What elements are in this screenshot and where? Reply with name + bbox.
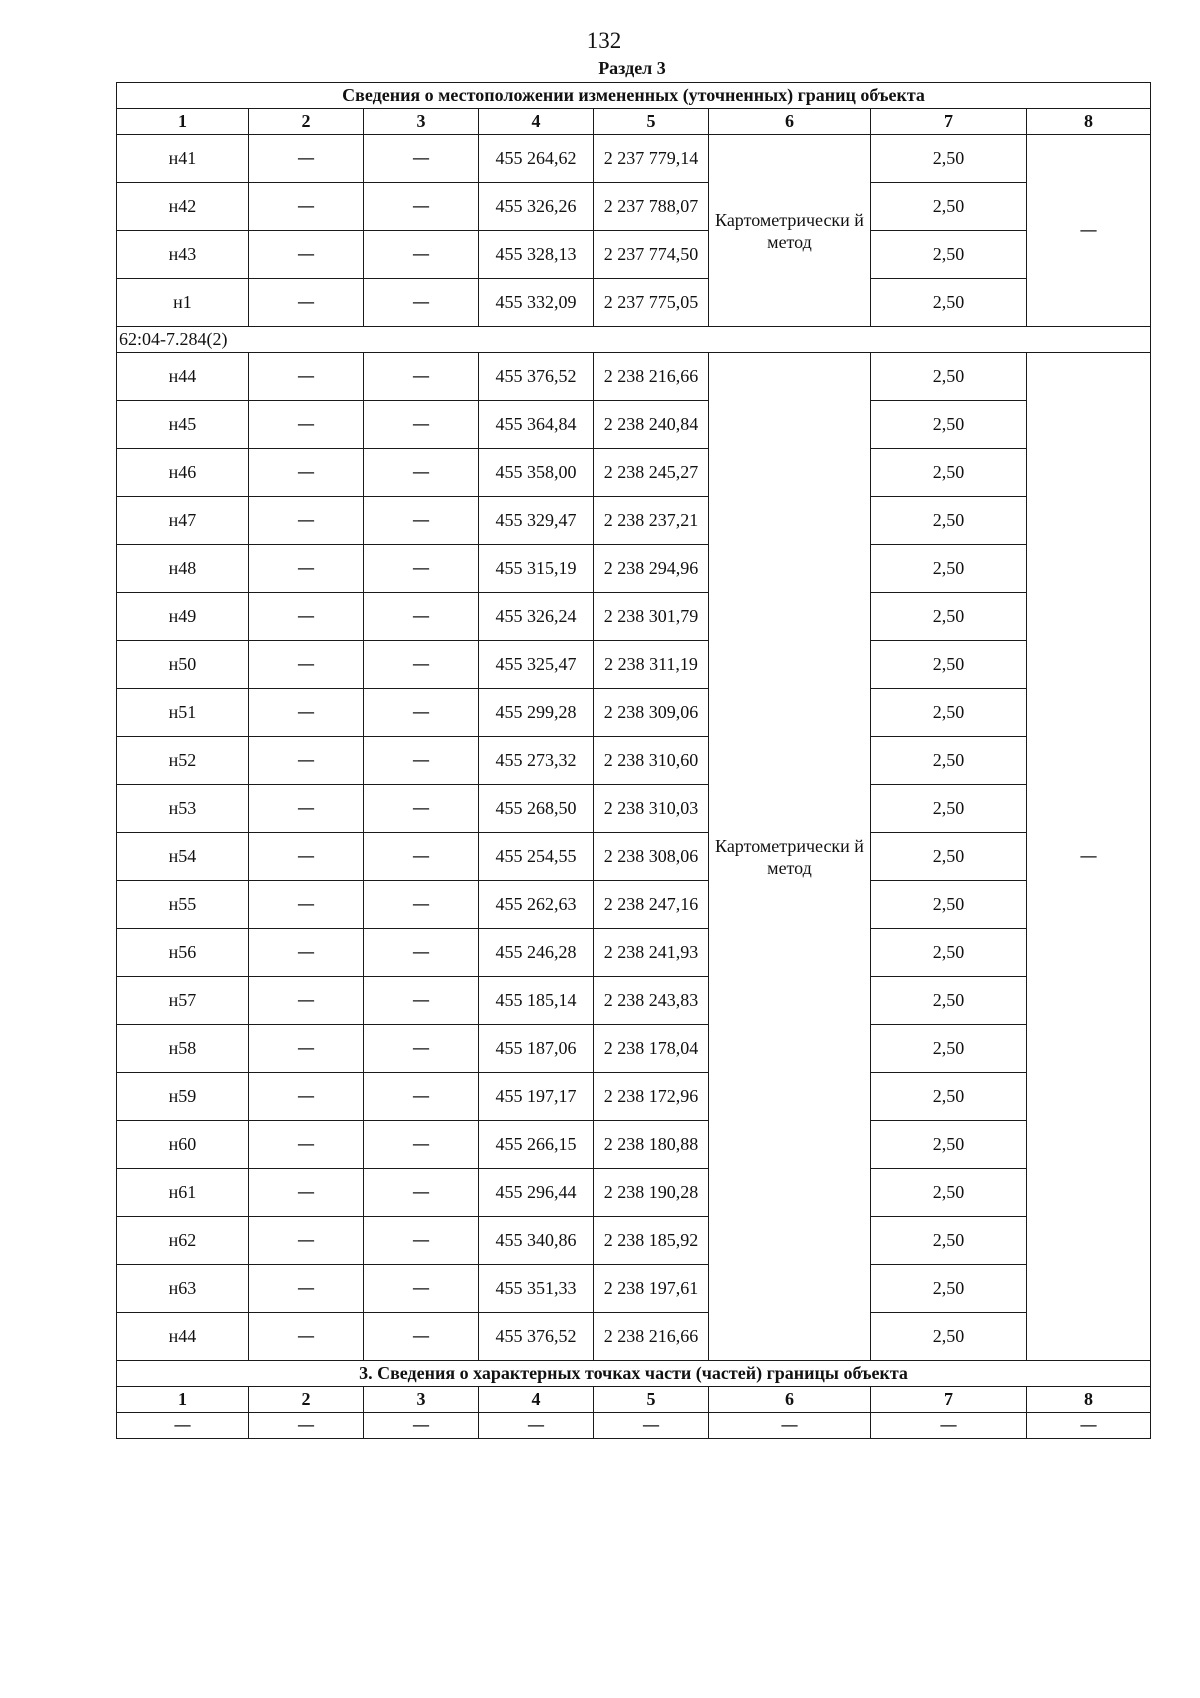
column-number: 6 <box>709 109 871 135</box>
dash-cell: — <box>364 449 479 497</box>
coordinate-y: 2 237 788,07 <box>594 183 709 231</box>
dash-cell: — <box>364 881 479 929</box>
point-name: н60 <box>117 1121 249 1169</box>
dash-cell: — <box>364 929 479 977</box>
coordinate-y: 2 238 240,84 <box>594 401 709 449</box>
dash-cell: — <box>249 353 364 401</box>
dash-cell: — <box>364 593 479 641</box>
table-row <box>117 135 1151 183</box>
dash-cell: — <box>249 1025 364 1073</box>
dash-cell: — <box>479 1413 594 1439</box>
table-row <box>117 977 1151 1025</box>
coordinate-x: 455 376,52 <box>479 1313 594 1361</box>
table-title: Сведения о местоположении измененных (уточненных) границ объекта <box>117 83 1151 109</box>
coordinate-x: 455 254,55 <box>479 833 594 881</box>
accuracy-value: 2,50 <box>871 737 1027 785</box>
accuracy-value: 2,50 <box>871 1073 1027 1121</box>
point-name: н42 <box>117 183 249 231</box>
table-row <box>117 353 1151 401</box>
accuracy-value: 2,50 <box>871 1025 1027 1073</box>
column-number: 7 <box>871 1387 1027 1413</box>
dash-cell: — <box>1027 1413 1151 1439</box>
point-name: н52 <box>117 737 249 785</box>
point-name: н50 <box>117 641 249 689</box>
dash-cell: — <box>1027 353 1151 1361</box>
table-row <box>117 1025 1151 1073</box>
dash-cell: — <box>249 1121 364 1169</box>
coordinate-x: 455 326,24 <box>479 593 594 641</box>
point-name: н56 <box>117 929 249 977</box>
coordinate-x: 455 273,32 <box>479 737 594 785</box>
section3-title: 3. Сведения о характерных точках части (частей) границы объекта <box>117 1361 1151 1387</box>
coordinate-y: 2 238 311,19 <box>594 641 709 689</box>
dash-cell: — <box>871 1413 1027 1439</box>
point-name: н53 <box>117 785 249 833</box>
dash-cell: — <box>709 1413 871 1439</box>
point-name: н61 <box>117 1169 249 1217</box>
table-row <box>117 183 1151 231</box>
dash-cell: — <box>249 1265 364 1313</box>
accuracy-value: 2,50 <box>871 833 1027 881</box>
point-name: н47 <box>117 497 249 545</box>
coordinate-x: 455 264,62 <box>479 135 594 183</box>
dash-cell: — <box>249 545 364 593</box>
dash-cell: — <box>364 183 479 231</box>
table-row <box>117 1073 1151 1121</box>
point-name: н44 <box>117 1313 249 1361</box>
accuracy-value: 2,50 <box>871 1265 1027 1313</box>
dash-cell: — <box>364 1169 479 1217</box>
coordinate-y: 2 237 775,05 <box>594 279 709 327</box>
coordinate-x: 455 351,33 <box>479 1265 594 1313</box>
coordinate-x: 455 262,63 <box>479 881 594 929</box>
table-row <box>117 785 1151 833</box>
accuracy-value: 2,50 <box>871 689 1027 737</box>
dash-cell: — <box>249 1217 364 1265</box>
dash-cell: — <box>364 135 479 183</box>
coordinate-x: 455 364,84 <box>479 401 594 449</box>
coordinate-y: 2 237 779,14 <box>594 135 709 183</box>
coordinate-x: 455 246,28 <box>479 929 594 977</box>
accuracy-value: 2,50 <box>871 881 1027 929</box>
accuracy-value: 2,50 <box>871 353 1027 401</box>
accuracy-value: 2,50 <box>871 977 1027 1025</box>
coordinate-x: 455 340,86 <box>479 1217 594 1265</box>
coordinate-y: 2 238 245,27 <box>594 449 709 497</box>
coordinate-y: 2 238 247,16 <box>594 881 709 929</box>
coordinate-y: 2 238 185,92 <box>594 1217 709 1265</box>
coordinate-x: 455 376,52 <box>479 353 594 401</box>
coordinate-x: 455 296,44 <box>479 1169 594 1217</box>
table-row <box>117 1217 1151 1265</box>
accuracy-value: 2,50 <box>871 785 1027 833</box>
method-cell: Картометрически й метод <box>709 135 871 327</box>
column-number: 1 <box>117 109 249 135</box>
section3-empty-row <box>117 1413 1151 1439</box>
column-number: 2 <box>249 1387 364 1413</box>
coordinate-y: 2 238 237,21 <box>594 497 709 545</box>
coordinate-y: 2 238 309,06 <box>594 689 709 737</box>
table-title-row <box>117 83 1151 109</box>
coordinate-y: 2 238 190,28 <box>594 1169 709 1217</box>
accuracy-value: 2,50 <box>871 449 1027 497</box>
point-name: н43 <box>117 231 249 279</box>
dash-cell: — <box>364 401 479 449</box>
table-row <box>117 401 1151 449</box>
dash-cell: — <box>364 977 479 1025</box>
dash-cell: — <box>249 183 364 231</box>
table-row <box>117 689 1151 737</box>
dash-cell: — <box>249 231 364 279</box>
dash-cell: — <box>364 689 479 737</box>
column-number: 4 <box>479 1387 594 1413</box>
point-name: н54 <box>117 833 249 881</box>
coordinate-x: 455 185,14 <box>479 977 594 1025</box>
coordinate-y: 2 238 172,96 <box>594 1073 709 1121</box>
coordinate-y: 2 238 180,88 <box>594 1121 709 1169</box>
coordinate-x: 455 325,47 <box>479 641 594 689</box>
dash-cell: — <box>249 881 364 929</box>
point-name: н46 <box>117 449 249 497</box>
table-row <box>117 737 1151 785</box>
section-label: Раздел 3 <box>598 58 666 78</box>
point-name: н44 <box>117 353 249 401</box>
dash-cell: — <box>364 1413 479 1439</box>
coordinate-y: 2 238 310,60 <box>594 737 709 785</box>
dash-cell: — <box>1027 135 1151 327</box>
dash-cell: — <box>249 929 364 977</box>
point-name: н59 <box>117 1073 249 1121</box>
coordinate-y: 2 238 310,03 <box>594 785 709 833</box>
column-number: 1 <box>117 1387 249 1413</box>
column-number: 2 <box>249 109 364 135</box>
accuracy-value: 2,50 <box>871 183 1027 231</box>
point-name: н45 <box>117 401 249 449</box>
accuracy-value: 2,50 <box>871 497 1027 545</box>
accuracy-value: 2,50 <box>871 135 1027 183</box>
column-number: 3 <box>364 1387 479 1413</box>
accuracy-value: 2,50 <box>871 929 1027 977</box>
column-number: 8 <box>1027 1387 1151 1413</box>
coordinate-y: 2 238 216,66 <box>594 353 709 401</box>
dash-cell: — <box>249 449 364 497</box>
page-number: 132 <box>586 28 622 53</box>
accuracy-value: 2,50 <box>871 545 1027 593</box>
coordinate-y: 2 238 241,93 <box>594 929 709 977</box>
column-number: 6 <box>709 1387 871 1413</box>
dash-cell: — <box>594 1413 709 1439</box>
table-row <box>117 833 1151 881</box>
dash-cell: — <box>249 1169 364 1217</box>
dash-cell: — <box>364 353 479 401</box>
coordinate-x: 455 266,15 <box>479 1121 594 1169</box>
coordinate-y: 2 238 294,96 <box>594 545 709 593</box>
table-row <box>117 1265 1151 1313</box>
coordinate-x: 455 315,19 <box>479 545 594 593</box>
coordinate-y: 2 238 197,61 <box>594 1265 709 1313</box>
point-name: н48 <box>117 545 249 593</box>
accuracy-value: 2,50 <box>871 401 1027 449</box>
dash-cell: — <box>249 689 364 737</box>
dash-cell: — <box>364 1217 479 1265</box>
point-name: н57 <box>117 977 249 1025</box>
column-number-row <box>117 109 1151 135</box>
dash-cell: — <box>249 641 364 689</box>
table-row <box>117 641 1151 689</box>
column-number: 8 <box>1027 109 1151 135</box>
dash-cell: — <box>364 785 479 833</box>
point-name: н49 <box>117 593 249 641</box>
point-name: н58 <box>117 1025 249 1073</box>
accuracy-value: 2,50 <box>871 1313 1027 1361</box>
table-row <box>117 545 1151 593</box>
dash-cell: — <box>249 279 364 327</box>
column-number: 3 <box>364 109 479 135</box>
dash-cell: — <box>249 401 364 449</box>
point-name: н63 <box>117 1265 249 1313</box>
dash-cell: — <box>249 1313 364 1361</box>
coordinate-y: 2 238 301,79 <box>594 593 709 641</box>
coordinate-x: 455 329,47 <box>479 497 594 545</box>
dash-cell: — <box>249 977 364 1025</box>
accuracy-value: 2,50 <box>871 593 1027 641</box>
accuracy-value: 2,50 <box>871 1169 1027 1217</box>
accuracy-value: 2,50 <box>871 1121 1027 1169</box>
coordinate-x: 455 332,09 <box>479 279 594 327</box>
table-row <box>117 1121 1151 1169</box>
accuracy-value: 2,50 <box>871 279 1027 327</box>
dash-cell: — <box>364 1121 479 1169</box>
dash-cell: — <box>364 737 479 785</box>
coordinate-x: 455 268,50 <box>479 785 594 833</box>
column-number: 4 <box>479 109 594 135</box>
dash-cell: — <box>249 833 364 881</box>
coordinate-y: 2 238 216,66 <box>594 1313 709 1361</box>
column-number: 7 <box>871 109 1027 135</box>
coordinate-x: 455 299,28 <box>479 689 594 737</box>
table-row <box>117 1313 1151 1361</box>
dash-cell: — <box>364 1265 479 1313</box>
dash-cell: — <box>364 545 479 593</box>
table-row <box>117 449 1151 497</box>
dash-cell: — <box>364 1025 479 1073</box>
boundary-table <box>116 82 1151 1439</box>
coordinate-y: 2 238 178,04 <box>594 1025 709 1073</box>
column-number: 5 <box>594 1387 709 1413</box>
point-name: н51 <box>117 689 249 737</box>
accuracy-value: 2,50 <box>871 1217 1027 1265</box>
coordinate-x: 455 326,26 <box>479 183 594 231</box>
table-row <box>117 1169 1151 1217</box>
table-row <box>117 231 1151 279</box>
cadastral-row <box>117 327 1151 353</box>
dash-cell: — <box>249 497 364 545</box>
point-name: н62 <box>117 1217 249 1265</box>
section3-column-number-row <box>117 1387 1151 1413</box>
dash-cell: — <box>364 1073 479 1121</box>
table-row <box>117 279 1151 327</box>
dash-cell: — <box>249 785 364 833</box>
cadastral-label: 62:04-7.284(2) <box>117 327 1151 353</box>
coordinate-x: 455 197,17 <box>479 1073 594 1121</box>
coordinate-y: 2 238 243,83 <box>594 977 709 1025</box>
table-row <box>117 929 1151 977</box>
dash-cell: — <box>364 279 479 327</box>
dash-cell: — <box>364 833 479 881</box>
column-number: 5 <box>594 109 709 135</box>
dash-cell: — <box>364 497 479 545</box>
section3-title-row <box>117 1361 1151 1387</box>
dash-cell: — <box>249 1073 364 1121</box>
dash-cell: — <box>364 1313 479 1361</box>
coordinate-y: 2 237 774,50 <box>594 231 709 279</box>
coordinate-x: 455 328,13 <box>479 231 594 279</box>
point-name: н1 <box>117 279 249 327</box>
dash-cell: — <box>364 641 479 689</box>
dash-cell: — <box>249 737 364 785</box>
table-row <box>117 497 1151 545</box>
coordinate-x: 455 187,06 <box>479 1025 594 1073</box>
dash-cell: — <box>117 1413 249 1439</box>
accuracy-value: 2,50 <box>871 231 1027 279</box>
dash-cell: — <box>364 231 479 279</box>
dash-cell: — <box>249 1413 364 1439</box>
method-cell: Картометрически й метод <box>709 353 871 1361</box>
point-name: н55 <box>117 881 249 929</box>
accuracy-value: 2,50 <box>871 641 1027 689</box>
table-row <box>117 881 1151 929</box>
dash-cell: — <box>249 593 364 641</box>
coordinate-x: 455 358,00 <box>479 449 594 497</box>
coordinate-y: 2 238 308,06 <box>594 833 709 881</box>
point-name: н41 <box>117 135 249 183</box>
dash-cell: — <box>249 135 364 183</box>
table-row <box>117 593 1151 641</box>
